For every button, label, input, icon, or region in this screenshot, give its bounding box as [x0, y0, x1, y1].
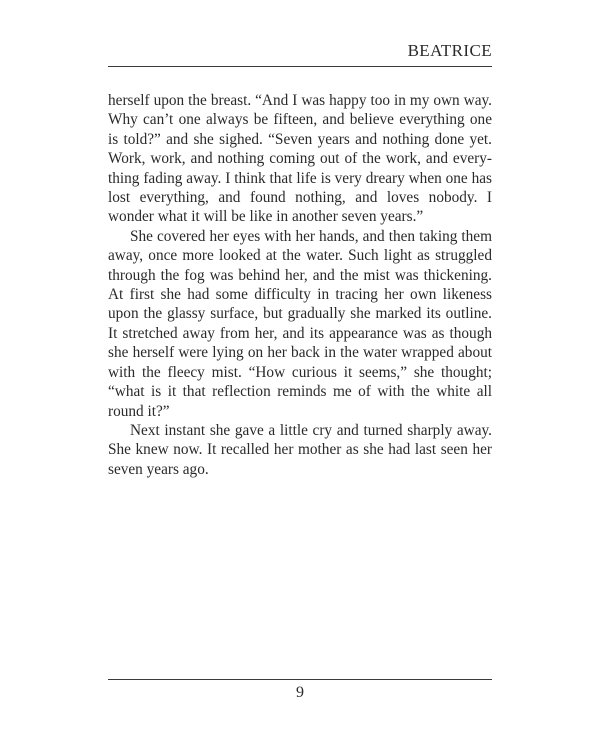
paragraph: Next instant she gave a little cry and turned sharply away. She knew now. It recalled her mother as she had last seen her seven years ago.	[108, 421, 492, 478]
running-header	[108, 38, 492, 64]
paragraph: She covered her eyes with her hands, and then taking them away, once more looked at the water. Such light as struggled through the fog was behind her, and the mist was thickening. At first she had some difficulty in tracing her own likeness upon the glassy surface, but gradually she marked its outline. It stretched away from her, and its appearance was as though she herself were lying on her back in the water wrapped about with the fleecy mist. “How curious it seems,” she thought; “what is it that reflection reminds me of with the white all round it?”	[108, 227, 492, 420]
paragraph-continued: herself upon the breast. “And I was happy too in my own way. Why can’t one always be fifteen, and believe everything one is told?” and she sighed. “Seven years and nothing done yet. Work, work, and nothing coming out of the work, and everything fading away. I think that life is very dreary when one has lost everything, and found nothing, and loves nobody. I wonder what it will be like in another seven years.”	[108, 92, 492, 226]
page-number: 9	[296, 684, 304, 701]
running-title: BEATRICE	[407, 41, 492, 60]
body-text	[108, 91, 492, 479]
header-rule	[108, 66, 492, 67]
footer-rule	[108, 679, 492, 680]
